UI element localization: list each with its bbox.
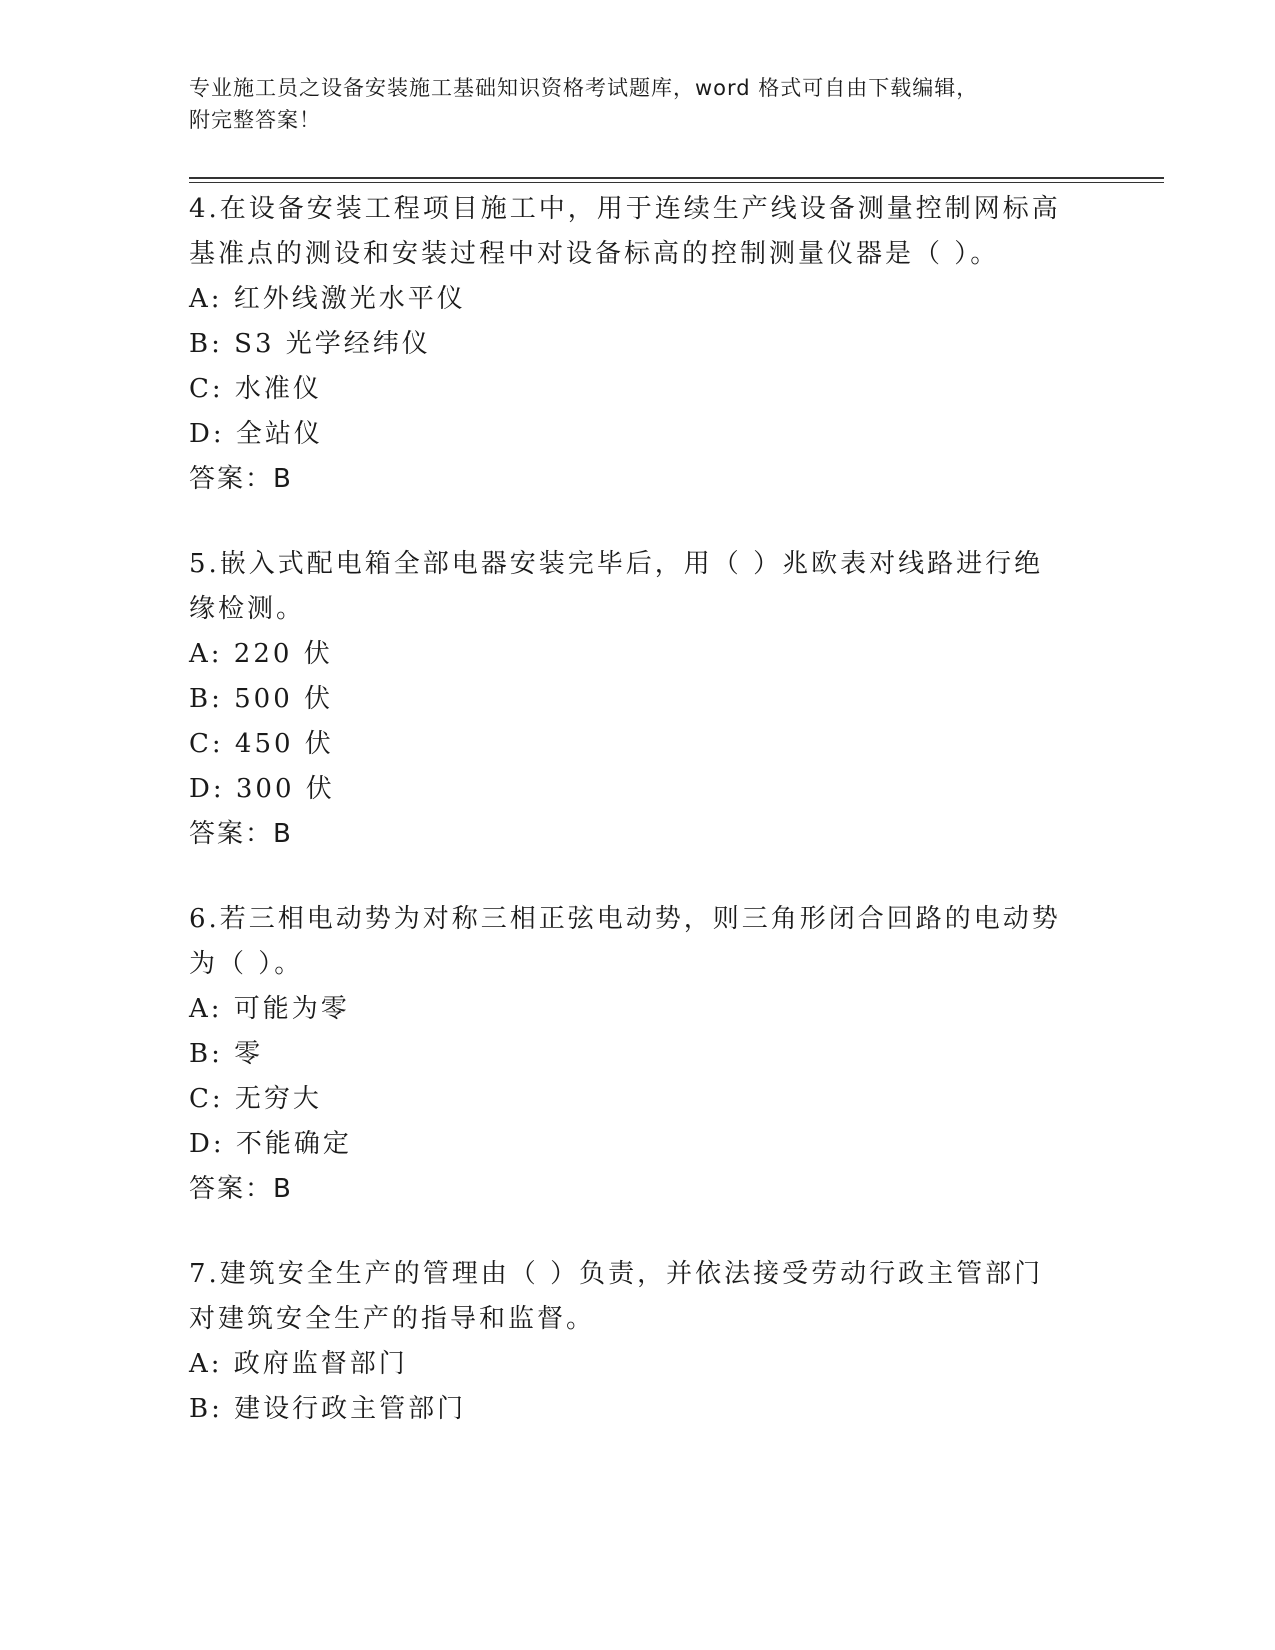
question-6 xyxy=(189,897,1089,1212)
question-7 xyxy=(189,1252,1089,1432)
question-list xyxy=(189,187,1089,1472)
answer-line: 答案：B xyxy=(189,819,293,849)
question-5 xyxy=(189,542,1089,857)
question-text: 7.建筑安全生产的管理由（ ）负责，并依法接受劳动行政主管部门对建筑安全生产的指导和监督。 xyxy=(189,1259,1044,1334)
header-divider-thick xyxy=(189,177,1164,179)
header-line-2: 附完整答案！ xyxy=(189,108,321,132)
question-text: 5.嵌入式配电箱全部电器安装完毕后，用（ ）兆欧表对线路进行绝缘检测。 xyxy=(189,549,1044,624)
option-c: C: 450 伏 xyxy=(189,729,334,759)
question-text: 4.在设备安装工程项目施工中，用于连续生产线设备测量控制网标高基准点的测设和安装过程中对设备标高的控制测量仪器是（ ）。 xyxy=(189,194,1061,269)
question-text: 6.若三相电动势为对称三相正弦电动势，则三角形闭合回路的电动势为（ ）。 xyxy=(189,904,1061,979)
option-c: C: 无穷大 xyxy=(189,1084,322,1114)
option-a: A: 220 伏 xyxy=(189,639,333,669)
option-a: A: 可能为零 xyxy=(189,994,350,1024)
header-divider-thin xyxy=(189,182,1164,183)
option-b: B: S3 光学经纬仪 xyxy=(189,329,431,359)
option-c: C: 水准仪 xyxy=(189,374,322,404)
option-a: A: 政府监督部门 xyxy=(189,1349,408,1379)
document-header xyxy=(189,72,1079,136)
option-d: D: 不能确定 xyxy=(189,1129,352,1159)
question-4 xyxy=(189,187,1089,502)
option-b: B: 建设行政主管部门 xyxy=(189,1394,467,1424)
option-b: B: 零 xyxy=(189,1039,264,1069)
answer-line: 答案：B xyxy=(189,464,293,494)
option-b: B: 500 伏 xyxy=(189,684,334,714)
header-line-1: 专业施工员之设备安装施工基础知识资格考试题库，word 格式可自由下载编辑， xyxy=(189,76,979,100)
option-d: D: 300 伏 xyxy=(189,774,335,804)
option-d: D: 全站仪 xyxy=(189,419,323,449)
option-a: A: 红外线激光水平仪 xyxy=(189,284,466,314)
answer-line: 答案：B xyxy=(189,1174,293,1204)
